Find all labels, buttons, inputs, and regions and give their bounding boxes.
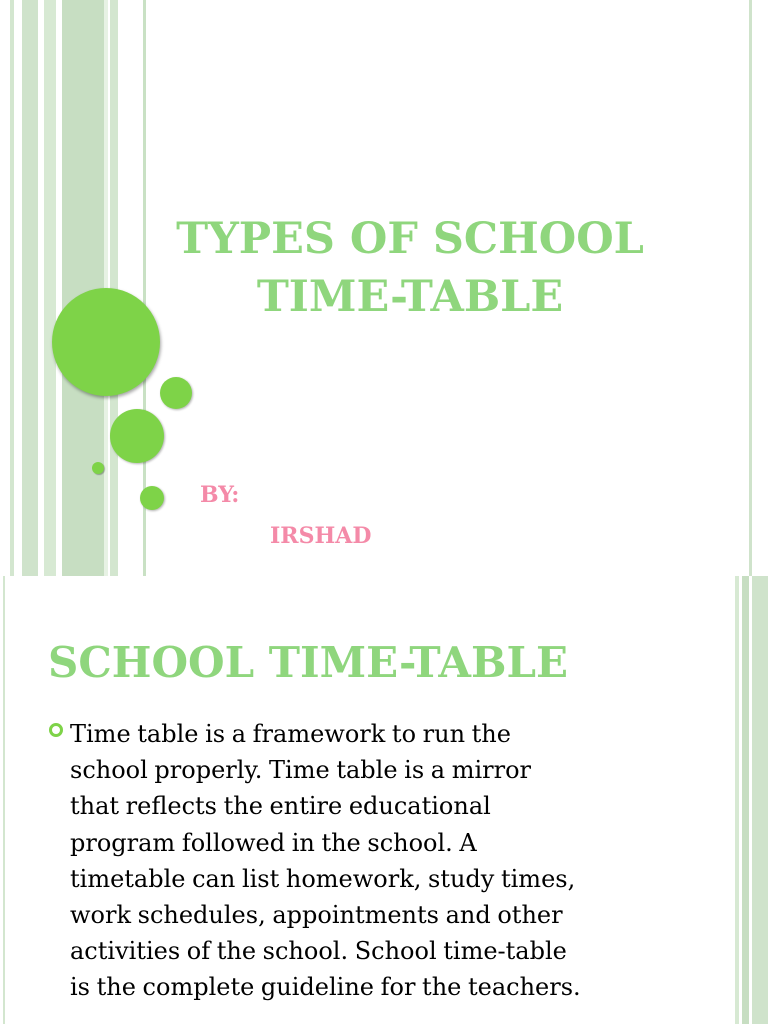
paragraph-line: is the complete guideline for the teachers.	[70, 973, 581, 1002]
decorative-stripe	[44, 0, 56, 576]
slide-title	[130, 210, 690, 326]
decorative-stripe	[749, 0, 752, 576]
paragraph-line: school properly. Time table is a mirror	[70, 756, 532, 785]
paragraph-line: program followed in the school. A	[70, 828, 477, 857]
decorative-stripe	[3, 576, 5, 1024]
author-name: IRSHAD	[270, 523, 372, 549]
decorative-stripe	[752, 576, 768, 1024]
slide-title-line: TIME-TABLE	[256, 272, 564, 322]
by-label: BY:	[200, 482, 240, 508]
decorative-circle-tiny	[92, 462, 104, 474]
slide-title-line: TYPES OF SCHOOL	[176, 214, 644, 264]
decorative-circle-small	[160, 377, 192, 409]
decorative-stripe	[38, 0, 42, 576]
paragraph-line: that reflects the entire educational	[70, 792, 491, 821]
slide-heading: SCHOOL TIME-TABLE	[48, 638, 569, 687]
hollow-circle-bullet-icon	[48, 722, 64, 738]
paragraph-line: activities of the school. School time-table	[70, 937, 567, 966]
paragraph-line: work schedules, appointments and other	[70, 901, 563, 930]
decorative-stripe	[742, 576, 749, 1024]
decorative-stripe	[735, 576, 739, 1024]
decorative-stripe	[10, 0, 14, 576]
paragraph-line: Time table is a framework to run the	[70, 720, 511, 748]
decorative-circle-medium	[110, 409, 164, 463]
bullet-paragraph	[70, 716, 710, 1006]
decorative-circle-small	[140, 486, 164, 510]
content-slide	[0, 576, 768, 1024]
decorative-stripe	[22, 0, 38, 576]
paragraph-line: timetable can list homework, study times,	[70, 864, 576, 893]
